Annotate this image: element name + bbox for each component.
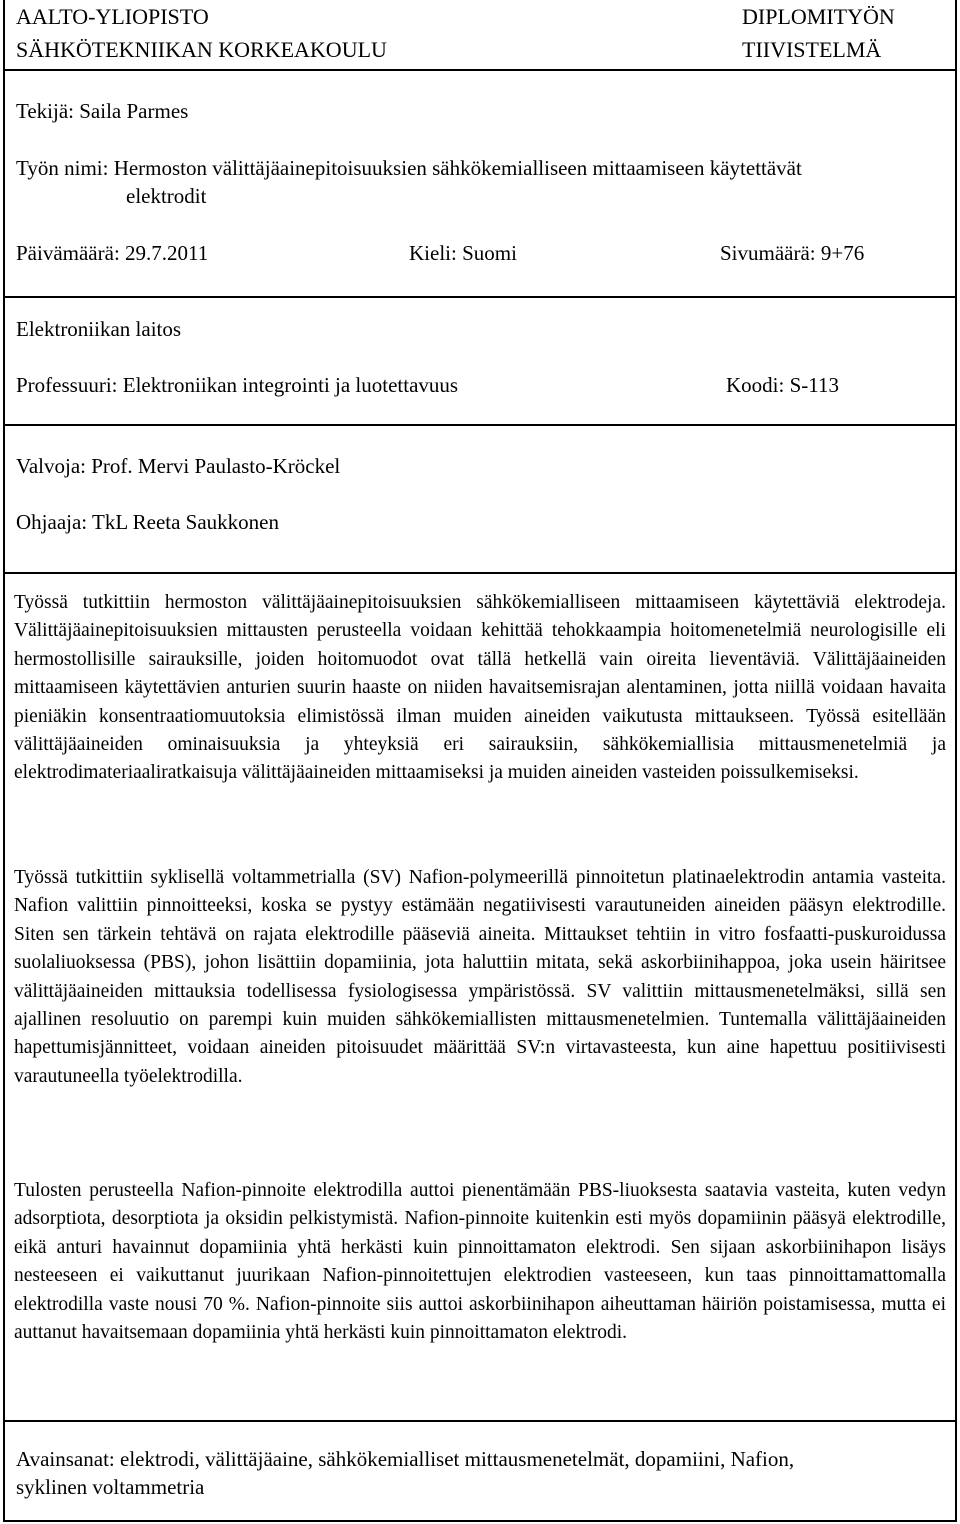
school-name: SÄHKÖTEKNIIKAN KORKEAKOULU (16, 37, 387, 62)
professorship: Professuuri: Elektroniikan integrointi ja luotettavuus (16, 373, 459, 397)
keywords-line1: Avainsanat: elektrodi, välittäjäaine, sähkökemialliset mittausmenetelmät, dopamiini, Nafion, (16, 1447, 795, 1471)
divider-keywords (3, 1420, 957, 1422)
course-code: Koodi: S-113 (726, 373, 839, 397)
abstract-paragraph-3: Tulosten perusteella Nafion-pinnoite elektrodilla auttoi pienentämään PBS-liuoksesta saatavia vasteita, kuten vedyn adsorptiota, desorptiota ja oksidin pelkistymistä. Nafion-pinnoite kuitenkin esti myös dopamiinin pääsyä elektrodille, eikä anturi havainnut dopamiinia yhtä herkästi kuin pinnoittamaton elektrodi. Sen sijaan askorbiinihapon lisäys nesteeseen ei vaikuttanut juurikaan Nafion-pinnoitettujen elektrodien vasteeseen, kun taas pinnoittamattomalla elektrodilla vaste nousi 70 %. Nafion-pinnoite siis auttoi askorbiinihapon aiheuttaman häiriön poistamisessa, mutta ei auttanut havaitsemaan dopamiinia yhtä herkästi kuin pinnoittamaton elektrodi. (14, 1180, 946, 1344)
university-name: AALTO-YLIOPISTO (16, 4, 209, 29)
author: Tekijä: Saila Parmes (16, 99, 189, 123)
page-count: Sivumäärä: 9+76 (720, 241, 865, 265)
document-type-line2: TIIVISTELMÄ (742, 37, 882, 62)
instructor: Ohjaaja: TkL Reeta Saukkonen (16, 510, 280, 534)
divider-dates (3, 296, 957, 298)
abstract-paragraph-1: Työssä tutkittiin hermoston välittäjäainepitoisuuksien sähkökemialliseen mittaamiseen käytettäviä elektrodeja. Välittäjäainepitoisuuksien mittausten perusteella voidaan kehittää tehokkaampia hoitomenetelmiä neurologisille eli hermostollisille sairauksille, joiden hoitomuodot ovat tällä hetkellä vain oireita lieventäviä. Välittäjäaineiden mittaamiseen käytettävien anturien suurin haaste on niiden havaitsemisrajan alentaminen, jotta niillä voidaan havaita pieniäkin konsentraatiomuutoksia elimistössä ilman muiden aineiden vaikutusta mittaukseen. Työssä esitellään välittäjäaineiden ominaisuuksia ja yhteyksiä eri sairauksiin, sähkökemiallisia mittausmenetelmiä ja elektrodimateriaaliratkaisuja välittäjäaineiden mittaamiseksi ja muiden aineiden vasteiden poissulkemiseksi. (14, 592, 946, 784)
divider-header (3, 69, 957, 71)
abstract-paragraph-2: Työssä tutkittiin syklisellä voltammetrialla (SV) Nafion-polymeerillä pinnoitetun platinaelektrodin antamia vasteita. Nafion valittiin pinnoitteeksi, koska se pystyy estämään negatiivisesti varautuneiden aineiden pääsyn elektrodille. Siten sen tärkein tehtävä on rajata elektrodille pääseviä aineita. Mittaukset tehtiin in vitro fosfaatti-puskuroidussa suolaliuoksessa (PBS), johon lisättiin dopamiinia, jota haluttiin mitata, sekä askorbiinihappoa, joka usein häiritsee välittäjäaineiden mittauksia todellisessa fysiologisessa ympäristössä. SV valittiin mittausmenetelmäksi, sillä sen ajallinen resoluutio on parempi kuin muiden sähkökemiallisten mittausmenetelmien. Tuntemalla välittäjäaineiden hapettumisjännitteet, voidaan aineiden pitoisuudet määrittää SV:n virtavasteesta, kun aine hapettuu positiivisesti varautuneella työelektrodilla. (14, 867, 946, 1087)
divider-department (3, 424, 957, 426)
department: Elektroniikan laitos (16, 317, 182, 341)
document-type-line1: DIPLOMITYÖN (742, 4, 895, 29)
language: Kieli: Suomi (409, 241, 517, 265)
date: Päivämäärä: 29.7.2011 (16, 241, 209, 265)
keywords-line2: syklinen voltammetria (16, 1475, 205, 1499)
thesis-title-line1: Työn nimi: Hermoston välittäjäainepitoisuuksien sähkökemialliseen mittaamiseen käytettävät (16, 156, 802, 180)
supervisor: Valvoja: Prof. Mervi Paulasto-Kröckel (16, 454, 341, 478)
thesis-title-line2: elektrodit (126, 184, 207, 208)
divider-abstract (3, 572, 957, 574)
